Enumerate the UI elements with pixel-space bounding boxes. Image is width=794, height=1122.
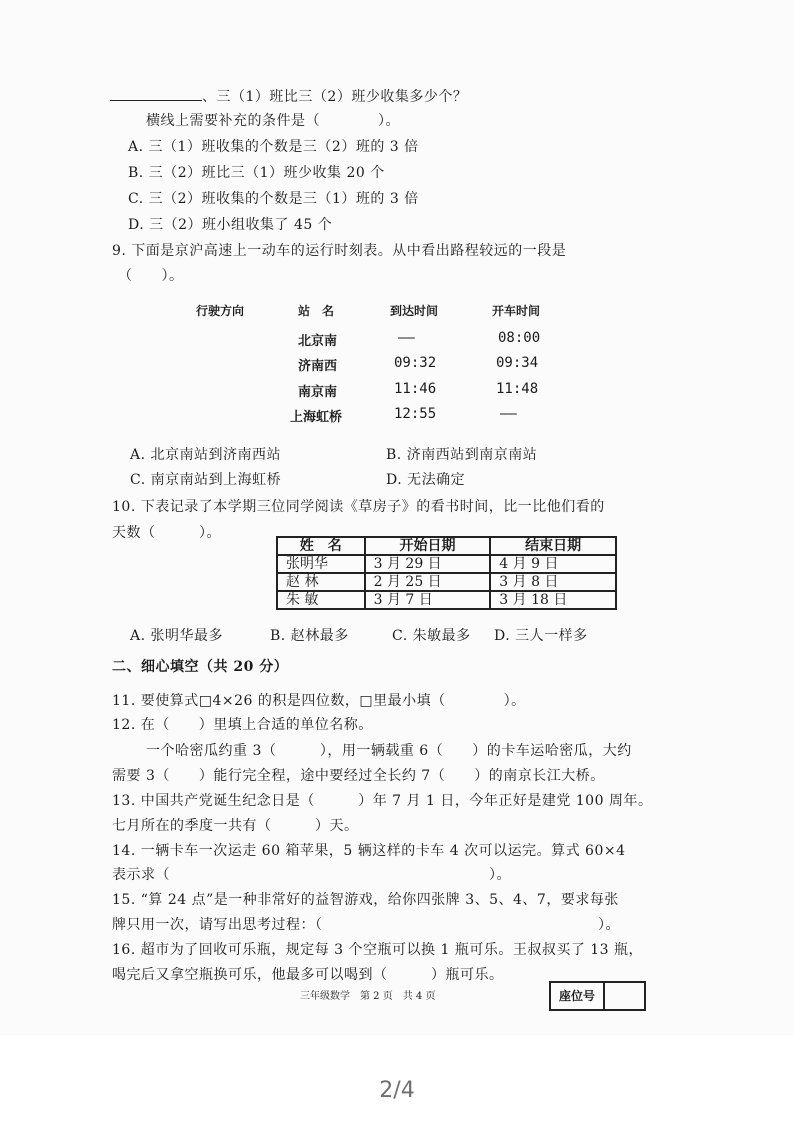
timetable-arrive: —— [398, 330, 415, 346]
timetable-station: 北京南 [298, 334, 338, 349]
table-header-cell: 开始日期 [365, 537, 491, 555]
q16-question-line2: 喝完后又拿空瓶换可乐，他最多可以喝到（ ）瓶可乐。 [112, 967, 504, 983]
table-row [277, 573, 616, 591]
q10-option-c: C. 朱敏最多 [392, 628, 471, 644]
timetable-station: 上海虹桥 [290, 410, 343, 425]
timetable-depart: —— [500, 406, 517, 422]
timetable-depart: 08:00 [498, 330, 541, 346]
q15-question-line1: 15. “算 24 点”是一种非常好的益智游戏，给你四张牌 3、5、4、7，要求每张 [112, 892, 619, 908]
q8-option-a: A. 三（1）班收集的个数是三（2）班的 3 倍 [128, 139, 419, 155]
q9-option-c: C. 南京南站到上海虹桥 [130, 472, 282, 488]
q12-question-line2: 一个哈密瓜约重 3（ ），用一辆载重 6（ ）的卡车运哈密瓜，大约 [146, 743, 632, 759]
table-header-cell: 姓 名 [277, 537, 365, 555]
q10-question-line2: 天数（ ）。 [112, 525, 221, 541]
timetable-arrive: 11:46 [394, 381, 437, 397]
q13-question-line2: 七月所在的季度一共有（ ）天。 [112, 818, 359, 834]
timetable-station: 南京南 [298, 385, 338, 400]
reading-time-table [276, 536, 617, 610]
timetable-depart: 11:48 [496, 381, 539, 397]
q9-question-line2: （ ）。 [118, 268, 184, 284]
table-header-cell: 结束日期 [490, 537, 616, 555]
timetable-station: 济南西 [298, 359, 338, 374]
page-indicator: 2/4 [379, 1078, 415, 1103]
q8-option-c: C. 三（2）班收集的个数是三（1）班的 3 倍 [128, 191, 419, 207]
q9-option-d: D. 无法确定 [386, 472, 466, 488]
table-cell: 3 月 18 日 [490, 591, 616, 609]
timetable-header-arrive: 到达时间 [390, 304, 439, 318]
q10-option-b: B. 赵林最多 [270, 628, 349, 644]
table-row [277, 591, 616, 609]
page-footer: 三年级数学 第 2 页 共 4 页 [300, 991, 436, 1002]
table-row [277, 555, 616, 573]
table-cell: 3 月 29 日 [365, 555, 491, 573]
table-cell: 4 月 9 日 [490, 555, 616, 573]
q10-option-d: D. 三人一样多 [494, 628, 588, 644]
table-cell: 2 月 25 日 [365, 573, 491, 591]
table-header-row [277, 537, 616, 555]
seat-number-box [549, 981, 646, 1011]
table-cell: 赵 林 [277, 573, 365, 591]
q12-question-line3: 需要 3（ ）能行完全程，途中要经过全长约 7（ ）的南京长江大桥。 [112, 768, 605, 784]
timetable-arrive: 09:32 [394, 355, 437, 371]
timetable-header-depart: 开车时间 [492, 304, 541, 318]
q10-option-a: A. 张明华最多 [130, 628, 224, 644]
timetable-header-station: 站 名 [298, 304, 335, 318]
train-timetable [190, 298, 590, 438]
q8-condition-line: 横线上需要补充的条件是（ ）。 [146, 113, 400, 129]
q10-question-line1: 10. 下表记录了本学期三位同学阅读《草房子》的看书时间，比一比他们看的 [112, 499, 605, 515]
q13-question-line1: 13. 中国共产党诞生纪念日是（ ）年 7 月 1 日，今年正好是建党 100 周年。 [112, 793, 653, 809]
table-cell: 3 月 7 日 [365, 591, 491, 609]
section-heading: 二、细心填空（共 20 分） [112, 659, 289, 675]
q14-question-line1: 14. 一辆卡车一次运走 60 箱苹果，5 辆这样的卡车 4 次可以运完。算式 60×4 [112, 843, 626, 859]
timetable-header-direction: 行驶方向 [196, 304, 245, 318]
timetable-arrive: 12:55 [394, 406, 437, 422]
table-cell: 朱 敏 [277, 591, 365, 609]
q15-question-line2: 牌只用一次，请写出思考过程：（ ）。 [112, 917, 620, 933]
table-cell: 张明华 [277, 555, 365, 573]
table-cell: 3 月 8 日 [490, 573, 616, 591]
q8-prompt-line: 、三（1）班比三（2）班少收集多少个？ [110, 86, 467, 106]
seat-number-label: 座位号 [551, 983, 605, 1009]
q11-question: 11. 要使算式□4×26 的积是四位数，□里最小填（ ）。 [112, 693, 526, 709]
timetable-depart: 09:34 [496, 355, 539, 371]
q8-option-d: D. 三（2）班小组收集了 45 个 [128, 217, 333, 233]
answer-blank-line [110, 88, 202, 101]
q12-question-line1: 12. 在（ ）里填上合适的单位名称。 [112, 717, 373, 733]
q9-question-line1: 9. 下面是京沪高速上一动车的运行时刻表。从中看出路程较远的一段是 [112, 243, 567, 259]
q16-question-line1: 16. 超市为了回收可乐瓶，规定每 3 个空瓶可以换 1 瓶可乐。王叔叔买了 13 瓶， [112, 942, 644, 958]
q8-option-b: B. 三（2）班比三（1）班少收集 20 个 [128, 165, 385, 181]
q9-option-a: A. 北京南站到济南西站 [130, 447, 282, 463]
q9-option-b: B. 济南西站到南京南站 [386, 447, 538, 463]
q14-question-line2: 表示求（ ）。 [112, 867, 511, 883]
